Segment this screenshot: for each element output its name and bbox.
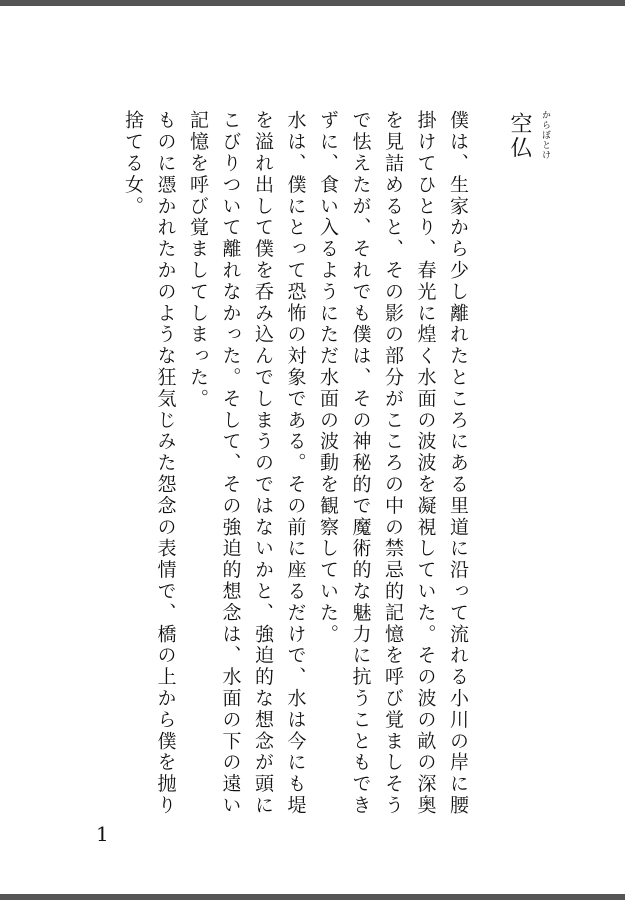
top-border	[0, 0, 625, 6]
paragraph-3: ものに憑かれたかのような狂気じみた怨念の表情で、橋の上から僕を抛り捨てる女。	[122, 110, 177, 817]
paragraph-2: 水は、僕にとって恐怖の対象である。その前に座るだけで、水は今にも堤を溢れ出して僕を呑み込んでしまうのではないかと、強迫的な想念が頭にこびりついて離れなかった。そして、その強迫的想念は、水面の下の遠い記憶を呼び覚ましてしまった。	[187, 110, 307, 817]
page-number: 1	[96, 822, 109, 846]
paragraph-1: 僕は、生家から少し離れたところにある里道に沿って流れる小川の岸に腰掛けてひとり、春光に煌く水面の波波を凝視していた。その波の畝の深奥を見詰めると、その影の部分がこころの中の禁忌的記憶を呼び覚ましそうで怯えたが、それでも僕は、その神秘的で魔術的な魅力に抗うこともできずに、食い入るようにただ水面の波動を観察していた。	[317, 110, 469, 817]
title-ruby: からぼとけ	[540, 110, 550, 160]
chapter-title: 空仏	[507, 112, 532, 160]
body-text	[104, 110, 474, 830]
bottom-border	[0, 894, 625, 900]
